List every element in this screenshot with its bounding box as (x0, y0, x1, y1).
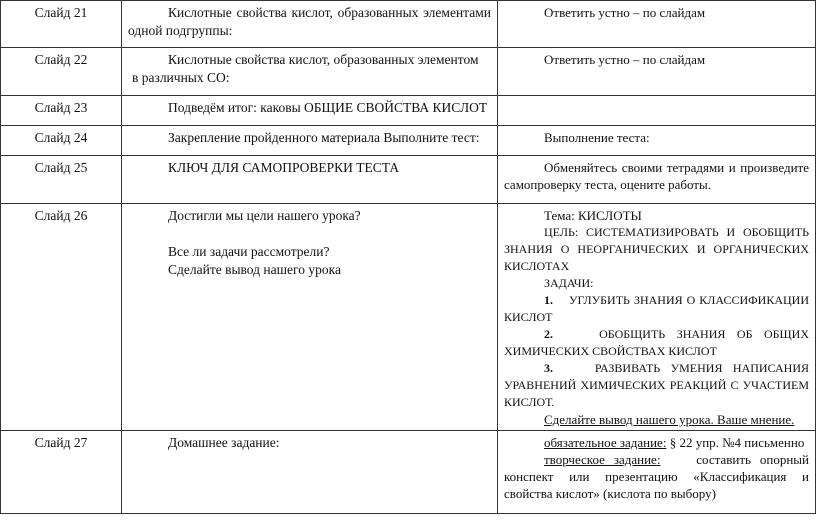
task-text: Ответить устно – по слайдам (544, 52, 706, 67)
lesson-topic: Тема: КИСЛОТЫ (544, 208, 642, 223)
task-number: 2. (544, 327, 553, 341)
task-text: ОБОБЩИТЬ ЗНАНИЯ ОБ ОБЩИХ ХИМИЧЕСКИХ СВОЙСТВАХ КИСЛОТ (504, 327, 809, 358)
slide-cell: Слайд 22 (1, 48, 122, 96)
homework-required-text: § 22 упр. №4 письменно (666, 435, 805, 450)
activity-text: Достигли мы цели нашего урока? (168, 208, 361, 223)
table-row (1, 204, 816, 431)
homework-creative (504, 451, 809, 502)
tasks-label: ЗАДАЧИ: (544, 276, 594, 290)
task-text: Выполнение теста: (544, 130, 650, 145)
slide-cell: Слайд 25 (1, 156, 122, 204)
table-row (1, 156, 816, 204)
task-text: УГЛУБИТЬ ЗНАНИЯ О КЛАССИФИКАЦИИ КИСЛОТ (504, 293, 809, 324)
table-row (1, 431, 816, 514)
task-text: Обменяйтесь своими тетрадями и произведите самопроверку теста, оцените работы. (504, 160, 809, 192)
task-item (504, 292, 809, 326)
table-row (1, 48, 816, 96)
activity-text: Кислотные свойства кислот, образованных элементом (168, 52, 479, 67)
slide-cell: Слайд 26 (1, 204, 122, 431)
slide-cell: Слайд 24 (1, 126, 122, 156)
homework-required-label: обязательное задание: (544, 435, 667, 450)
table-row (1, 1, 816, 48)
activity-text: Закрепление пройденного материала Выполните тест: (168, 130, 480, 145)
table-row (1, 96, 816, 126)
activity-text: Подведём итог: каковы ОБЩИЕ СВОЙСТВА КИСЛОТ (168, 100, 488, 115)
homework-creative-text: составить опорный конспект или презентацию «Классификация и свойства кислот» (кислота по выбору) (504, 452, 809, 501)
homework-required (504, 434, 809, 451)
homework-creative-label: творческое задание: (544, 452, 661, 467)
activity-text: КЛЮЧ ДЛЯ САМОПРОВЕРКИ ТЕСТА (168, 160, 400, 175)
activity-text: Кислотные свойства кислот, образованных элементами одной подгруппы: (128, 5, 491, 38)
slide-cell: Слайд 27 (1, 431, 122, 514)
activity-text: Сделайте вывод нашего урока (168, 262, 341, 277)
task-item (504, 326, 809, 360)
slide-cell: Слайд 21 (1, 1, 122, 48)
task-text: Ответить устно – по слайдам (544, 5, 706, 20)
lesson-goal: ЦЕЛЬ: СИСТЕМАТИЗИРОВАТЬ И ОБОБЩИТЬ ЗНАНИЯ О НЕОРГАНИЧЕСКИХ И ОРГАНИЧЕСКИХ КИСЛОТАХ (504, 225, 809, 273)
task-text: РАЗВИВАТЬ УМЕНИЯ НАПИСАНИЯ УРАВНЕНИЙ ХИМИЧЕСКИХ РЕАКЦИЙ С УЧАСТИЕМ КИСЛОТ. (504, 361, 810, 409)
task-number: 3. (544, 361, 553, 375)
activity-text: Все ли задачи рассмотрели? (168, 244, 330, 259)
task-item (504, 360, 809, 411)
conclusion-text: Сделайте вывод нашего урока. Ваше мнение. (544, 412, 795, 427)
task-number: 1. (544, 293, 553, 307)
activity-text: в различных СО: (132, 70, 230, 85)
activity-text: Домашнее задание: (168, 435, 280, 450)
table-row (1, 126, 816, 156)
slide-cell: Слайд 23 (1, 96, 122, 126)
